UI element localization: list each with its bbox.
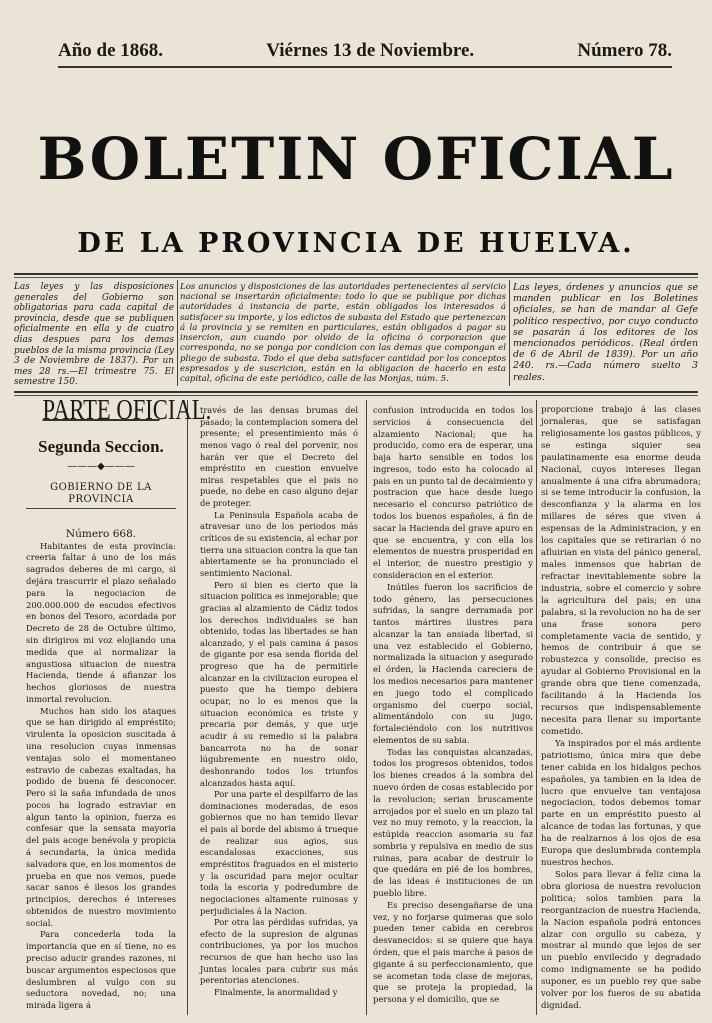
paragraph: través de las densas brumas del pasado; la contemplacion somera del presente; el presentimiento más ó menos vago ó real del porvenir, nos harán ver que el Decreto del empréstito en cuestion envuelve miras respetables que el pais no puede, no debe en caso alguno dejar de proteger. [200, 405, 358, 509]
paragraph: Solos para llevar á feliz cima la obra gloriosa de nuestra revolucion politica; solos tambien para la reorganizacion de nuestra Hacienda, la Nacion española podrá entonces alzar con orgullo su cabeza, y mostrar al mundo que lejos de ser un pueblo envilecido y degradado como indignamente se ha podido suponer, es un pueblo rey que sabe volver por los fueros de su abatida dignidad. [541, 869, 701, 1012]
paragraph: Pero si bien es cierto que la situacion politica es inmejorable; que gracias al alzamiento de Cádiz todos los derechos individuales se han obtenido, todas las libertades se han alcanzado, y el pais camina á pasos de gigante por esa senda florida del progreso que ha de permitirle alcanzar en la civilizacion europea el puesto que ha tiempo debiera ocupar, no lo es menos que la situacion económica es triste y precaria por demás, y que urje acudir á su remedio si la palabra bancarrota no ha de sonar lúgubremente en nuestro oido, deshonrando todos los triunfos alcanzados hasta aquí. [200, 579, 358, 788]
paragraph: Finalmente, la anormalidad y [214, 987, 338, 998]
section-subtitle: Segunda Seccion. [38, 436, 164, 456]
issue-number: Número 78. [577, 40, 672, 61]
office-heading: GOBIERNO DE LA PROVINCIA [26, 482, 176, 509]
column-divider [187, 400, 188, 1015]
dateline [58, 40, 672, 68]
paragraph: Muchos han sido los ataques que se han dirigido al empréstito; virulenta la oposicion suscitada á una resolucion cuyas inmensas ventajas solo el momentaneo estravio de cabezas exaltadas, ha podido de buena fé desconocer. Pero si la saña infundada de unos pocos ha logrado estraviar en algun tanto la opinion, fuerza es confesar que la sensata mayoria del pais acoge benévola y propicia á secundaria, la única medida salvadora que, en los momentos de prueba en que nos vemos, puede sacar sanos é ilesos los grandes principios, derechos é intereses obtenidos de nuestro movimiento social. [26, 705, 176, 928]
column-2 [200, 405, 358, 999]
ornament: ———◆——— [67, 460, 135, 472]
top-divider-thin [14, 277, 698, 278]
notice-right: Las leyes, órdenes y anuncios que se manden publicar en los Boletines oficiales, se han de mandar al Gefe político respectivo, por cuyo conducto se pasarán á los editores de los mencionados periódicos. (Real órden de 6 de Abril de 1839). Por un año 240. rs.—Cada número suelto 3 reales. [513, 282, 698, 383]
decree-number: Número 668. [65, 527, 137, 540]
issue-date: Viérnes 13 de Noviembre. [266, 40, 475, 61]
section-title: PARTE OFICIAL. [42, 394, 212, 426]
paragraph: Por otra las pérdidas sufridas, ya efecto de la supresion de algunas contribuciones, ya por los muchos recursos de que han hecho uso las Juntas locales para cubrir sus más perentorias atenciones. [200, 917, 358, 986]
paragraph: Inútiles fueron los sacrificios de todo género, las persecuciones sufridas, la sangre derramada por tantos mártires ilustres para alcanzar la tan ansiada libertad, si una vez establecido el Gobierno, normalizada la situacion y asegurado el órden, la Hacienda careciera de los medios necesarios para mantener en juego todo el complicado organismo del cuerpo social, alimentándolo con su jugo, fortaleciéndolo con los nutritivos elementos de su sabia. [373, 581, 533, 745]
issue-year: Año de 1868. [58, 40, 164, 61]
paragraph: La Peninsula Española acaba de atravesar uno de los periodos más críticos de su existencia, al echar por tierra una situacion contra la que tan abiertamente se ha pronunciado el sentimiento Nacional. [200, 509, 358, 578]
column-4 [541, 405, 701, 1013]
column-3 [373, 405, 533, 1006]
notice-left: Las leyes y las disposiciones generales del Gobierno son obligatorias para cada capital de provincia, desde que se publiquen oficialmente en ella y de cuatro dias despues para los demas pueblos de la misma provincia (Ley 3 de Noviembre de 1837). Por un mes 28 rs.—El trimestre 75. El semestre 150. [14, 282, 174, 388]
paragraph: confusion introducida en todos los servicios á consecuencia del alzamiento Nacional; que ha producido, como era de esperar, una baja harto sensible en todos los ingresos, todo esto ha colocado al pais en un punto tal de decaimiento y postracion que hace desde luego necesario el concurso patriótico de todos los buenos españoles, á fin de sacar la Hacienda del grave apuro en que se encuentra, y con ella los elementos de nuestra prosperidad en el interior, de nuestro prestigio y consideracion en el exterior. [373, 405, 533, 580]
paragraph: Ya inspirados por el más ardiente patriotismo, única mira que debe tener cabida en los hidalgos pechos españoles, ya tambien en la idea de lucro que envuelve tan ventajosa negociacion, todos debemos tomar parte en un empréstito puesto al alcance de todas las fortunas, y que ha de realzarnos á los ojos de esa Europa que deslumbrada contempla nuestros hechos. [541, 738, 701, 869]
paragraph: Por una parte el despilfarro de las dominaciones moderadas, de esos gobiernos que no han temido llevar el pais al borde del abismo á trueque de realizar sus agios, sus escandalosas exacciones, sus empréstitos fraguados en el misterio y la oscuridad para mejor ocultar toda la escoria y podredumbre de negociaciones altamente ruinosas y perjudiciales á la Nacion. [200, 789, 358, 916]
body-divider [14, 391, 698, 393]
notice-center: Los anuncios y disposiciones de las autoridades pertenecientes al servicio nacional se insertarán oficialmente: todo lo que se publique por dichas autoridades á instancia de parte, están obligados los interesados á satisfacer su importe, y los edictos de subasta del Estado que pertenezcan á la provincia y se remiten en particulares, están obligados á pagar su insercion, aun cuando por olvido de la oficina ó corporacion que corresponda, no se ponga por condicion con las demas que compongan el pliego de subasta. Todo el que deba satisfacer cantidad por los conceptos espresados y de suscricion, están en la obligacion de hacerlo en esta capital, oficina de este periódico, calle de las Monjas, núm. 5. [180, 282, 506, 385]
paragraph: proporcione trabajo á las clases jornaleras, que se satisfagan religiosamente los gastos públicos, y se estinga siquier sea paulatinamente esa enorme deuda Nacional, cuyos intereses llegan anualmente á una cifra abrumadora; si se teme introducir la confusion, la desconfianza y la alarma en los millares de séres que viven á espensas de la Administracion, y en los capitales que se retirarian ó no afluirian en vista del pánico general, males inmensos que habrian de refractar inevitablemente sobre la industria, sobre el comercio y sobre la agricultura del pais; en una palabra, si la revolucion no ha de ser una frase sonora pero completamente vacia de sentido, y hemos de contribuir á que se robustezca y consolide, preciso es ayudar al Gobierno Provisional en la grande obra que tiene comenzada, facilitando á la Hacienda los recursos que indispensablemente necesita para llenar su importante cometido. [541, 405, 701, 737]
masthead-subtitle: DE LA PROVINCIA DE HUELVA. [77, 228, 635, 259]
masthead-title: BOLETIN OFICIAL [37, 125, 675, 193]
top-divider [14, 273, 698, 275]
paragraph: Todas las conquistas alcanzadas, todos los progresos obtenidos, todos los bienes creados á la sombra del nuevo órden de cosas establecido por la revolucion; serian bruscamente arrojados por el suelo en un plazo tal vez no muy remoto, y la reaccion, la estúpida reaccion asomaria su faz sombria y repulsiva en medio de sus ruinas, para acabar de destruir lo que quedára en pié de los hombres, de las ideas é instituciones de un pueblo libre. [373, 746, 534, 899]
notice-divider [509, 280, 510, 386]
column-divider [366, 400, 367, 1015]
notice-divider [177, 280, 178, 386]
paragraph: Habitantes de esta provincia: creeria faltar á uno de los más sagrados deberes de mi cargo, si dejára trascurrir el plazo señalado para la negociacion de 200.000.000 de escudos efectivos en bonos del Tesoro, acordada por Decreto de 28 de Octubre último, sin dirigiros mi voz elojiando una medida que al normalizar la angustiosa situacion de nuestra Hacienda, tiende á afianzar los hechos gloriosos de nuestra inmortal revolucion. [26, 540, 176, 704]
column-divider [536, 400, 537, 1015]
column-1 [26, 394, 212, 1012]
paragraph: Para concederla toda la importancia que en sí tiene, no es preciso aducir grandes razones, ni buscar argumentos especiosos que deslumbren al vulgo con su seductora novedad, no; una mirada ligera á [26, 929, 176, 1011]
paragraph: Es preciso desengañarse de una vez, y no forjarse quimeras que solo pueden tener cabida en cerebros desvanecidos: si se quiere que haya órden, que el pais marche á pasos de gigante á su perfeccionamiento, que se acometan toda clase de mejoras, que se proteja la propiedad, la persona y el domicilio, que se [373, 899, 533, 1005]
